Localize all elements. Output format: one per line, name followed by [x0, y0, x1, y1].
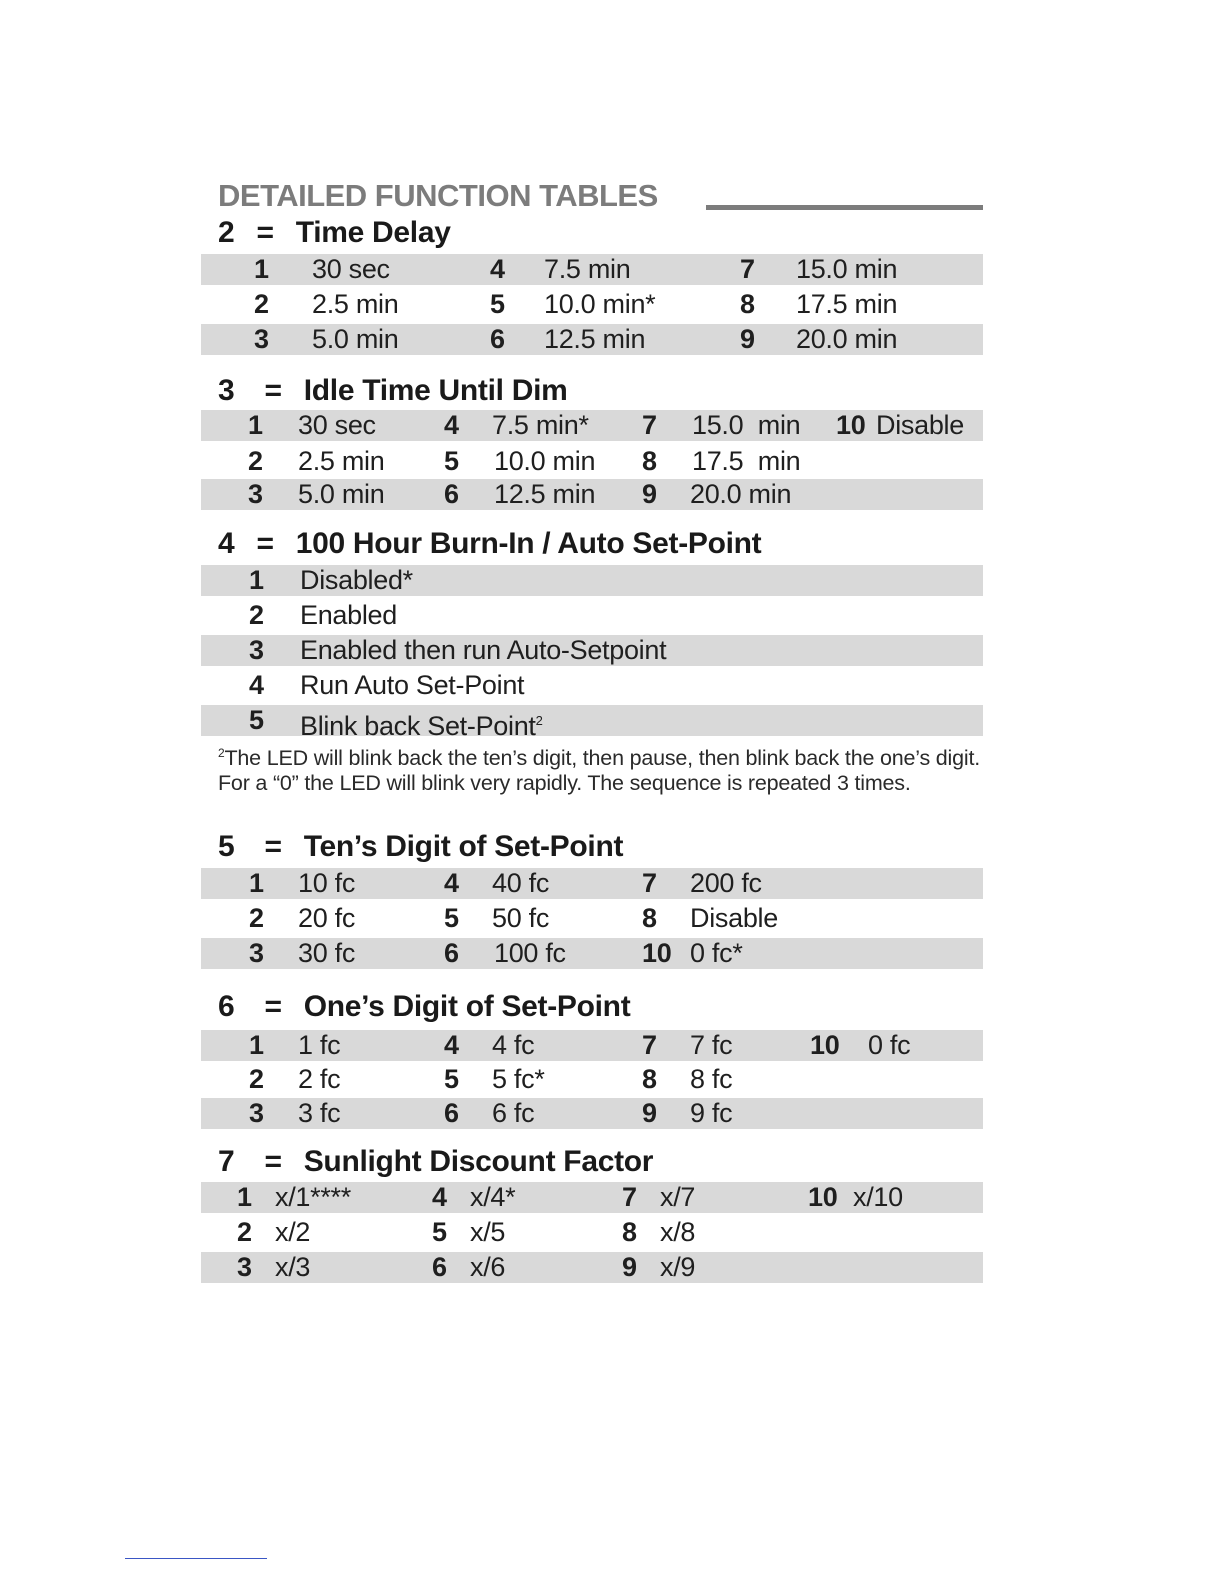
option-value: 12.5 min — [494, 479, 596, 509]
section-code: 7 — [218, 1145, 235, 1178]
option-value: Disabled* — [300, 565, 413, 595]
option-number: 10 — [810, 1030, 840, 1060]
option-number: 9 — [642, 479, 657, 509]
option-number: 7 — [642, 868, 657, 898]
footnote-marker: 2 — [535, 713, 543, 728]
option-number: 6 — [444, 1098, 459, 1128]
footnote-text — [218, 746, 980, 796]
option-number: 7 — [642, 410, 657, 440]
option-value: 7.5 min — [544, 254, 631, 284]
section-name: Idle Time Until Dim — [303, 374, 568, 407]
page-title: DETAILED FUNCTION TABLES — [218, 178, 658, 213]
equals-sign: = — [256, 527, 274, 560]
option-number: 8 — [642, 1064, 657, 1094]
option-number: 10 — [642, 938, 672, 968]
option-number: 6 — [432, 1252, 447, 1282]
option-value: 20.0 min — [796, 324, 898, 354]
option-number: 3 — [248, 479, 263, 509]
option-number: 9 — [740, 324, 755, 354]
option-number: 4 — [249, 670, 264, 700]
section-code: 3 — [218, 374, 235, 407]
option-value: 10.0 min — [494, 446, 596, 476]
option-number: 1 — [248, 410, 263, 440]
option-number: 6 — [444, 938, 459, 968]
section-name: Time Delay — [295, 216, 451, 249]
option-value: x/3 — [275, 1252, 311, 1282]
section-heading-burn-in — [218, 527, 761, 561]
option-value: Disable — [690, 903, 778, 933]
section-code: 5 — [218, 830, 235, 863]
option-value: 17.5 min — [692, 446, 801, 476]
option-number: 1 — [249, 868, 264, 898]
section-heading-idle-time — [218, 374, 568, 408]
option-number: 2 — [254, 289, 269, 319]
option-number: 2 — [248, 446, 263, 476]
option-number: 8 — [642, 446, 657, 476]
option-value: 30 sec — [312, 254, 390, 284]
option-value: 3 fc — [298, 1098, 341, 1128]
option-value: Enabled then run Auto-Setpoint — [300, 635, 667, 665]
option-number: 10 — [836, 410, 866, 440]
option-number: 6 — [490, 324, 505, 354]
option-number: 2 — [249, 600, 264, 630]
option-value: Run Auto Set-Point — [300, 670, 525, 700]
section-name: One’s Digit of Set-Point — [303, 990, 631, 1023]
option-value: x/2 — [275, 1217, 311, 1247]
section-heading-sunlight — [218, 1145, 653, 1179]
title-rule — [706, 205, 983, 210]
option-value: 50 fc — [492, 903, 550, 933]
option-number: 1 — [254, 254, 269, 284]
option-value: 5.0 min — [298, 479, 385, 509]
option-value: 0 fc* — [690, 938, 743, 968]
option-number: 8 — [642, 903, 657, 933]
option-number: 3 — [254, 324, 269, 354]
footnote-marker: 2 — [218, 745, 225, 760]
option-value: 200 fc — [690, 868, 762, 898]
option-number: 7 — [622, 1182, 637, 1212]
option-number: 4 — [432, 1182, 447, 1212]
option-value: x/10 — [853, 1182, 903, 1212]
option-number: 6 — [444, 479, 459, 509]
row-band — [201, 1252, 983, 1283]
option-value: Enabled — [300, 600, 397, 630]
option-value: 7 fc — [690, 1030, 733, 1060]
option-number: 1 — [237, 1182, 252, 1212]
option-value: x/9 — [660, 1252, 696, 1282]
option-number: 2 — [237, 1217, 252, 1247]
option-value: 12.5 min — [544, 324, 646, 354]
option-value: 8 fc — [690, 1064, 733, 1094]
option-number: 3 — [249, 635, 264, 665]
option-value: 100 fc — [494, 938, 566, 968]
option-value: 10.0 min* — [544, 289, 656, 319]
option-value: 15.0 min — [692, 410, 801, 440]
section-heading-time-delay — [218, 216, 451, 250]
option-value: 20 fc — [298, 903, 356, 933]
option-number: 7 — [740, 254, 755, 284]
option-number: 7 — [642, 1030, 657, 1060]
option-number: 1 — [249, 1030, 264, 1060]
option-number: 5 — [249, 705, 264, 735]
section-heading-ones-digit — [218, 990, 630, 1024]
option-value-text: Blink back Set-Point — [300, 711, 536, 741]
option-value: x/8 — [660, 1217, 696, 1247]
option-value: x/4* — [470, 1182, 516, 1212]
equals-sign: = — [264, 1145, 282, 1178]
option-number: 9 — [622, 1252, 637, 1282]
section-heading-tens-digit — [218, 830, 623, 864]
section-name: Ten’s Digit of Set-Point — [303, 830, 624, 863]
option-value: 40 fc — [492, 868, 550, 898]
option-value: Disable — [876, 410, 964, 440]
equals-sign: = — [256, 216, 274, 249]
footnote-rule — [125, 1558, 267, 1559]
section-code: 4 — [218, 527, 235, 560]
option-value: 5.0 min — [312, 324, 399, 354]
option-number: 3 — [249, 1098, 264, 1128]
option-number: 2 — [249, 903, 264, 933]
option-value: 15.0 min — [796, 254, 898, 284]
option-value: x/6 — [470, 1252, 506, 1282]
option-value: 1 fc — [298, 1030, 341, 1060]
option-value: 2 fc — [298, 1064, 341, 1094]
option-number: 2 — [249, 1064, 264, 1094]
option-value: 6 fc — [492, 1098, 535, 1128]
option-value: 5 fc* — [492, 1064, 545, 1094]
option-number: 5 — [444, 446, 459, 476]
option-number: 4 — [444, 868, 459, 898]
option-value: 30 sec — [298, 410, 376, 440]
option-value: 4 fc — [492, 1030, 535, 1060]
option-value: x/1**** — [275, 1182, 351, 1212]
option-number: 4 — [444, 1030, 459, 1060]
option-number: 5 — [444, 1064, 459, 1094]
option-value: 2.5 min — [298, 446, 385, 476]
equals-sign: = — [264, 830, 282, 863]
option-value: 10 fc — [298, 868, 356, 898]
option-number: 5 — [490, 289, 505, 319]
option-value: x/5 — [470, 1217, 506, 1247]
option-value: 20.0 min — [690, 479, 792, 509]
option-value: 7.5 min* — [492, 410, 589, 440]
option-value: x/7 — [660, 1182, 696, 1212]
section-name: 100 Hour Burn-In / Auto Set-Point — [295, 527, 762, 560]
option-number: 5 — [444, 903, 459, 933]
equals-sign: = — [264, 374, 282, 407]
option-number: 10 — [808, 1182, 838, 1212]
option-number: 3 — [237, 1252, 252, 1282]
equals-sign: = — [264, 990, 282, 1023]
option-number: 8 — [622, 1217, 637, 1247]
section-name: Sunlight Discount Factor — [303, 1145, 654, 1178]
option-value — [300, 705, 543, 742]
note-body: The LED will blink back the ten’s digit, then pause, then blink back the one’s digit. For a “0” the LED will blink very rapidly. The sequence is repeated 3 times. — [218, 746, 980, 795]
option-number: 4 — [490, 254, 505, 284]
option-value: 2.5 min — [312, 289, 399, 319]
option-value: 0 fc — [868, 1030, 911, 1060]
option-number: 8 — [740, 289, 755, 319]
option-number: 5 — [432, 1217, 447, 1247]
option-number: 1 — [249, 565, 264, 595]
section-code: 2 — [218, 216, 235, 249]
option-number: 9 — [642, 1098, 657, 1128]
option-value: 9 fc — [690, 1098, 733, 1128]
option-value: 30 fc — [298, 938, 356, 968]
option-value: 17.5 min — [796, 289, 898, 319]
section-code: 6 — [218, 990, 235, 1023]
option-number: 4 — [444, 410, 459, 440]
option-number: 3 — [249, 938, 264, 968]
